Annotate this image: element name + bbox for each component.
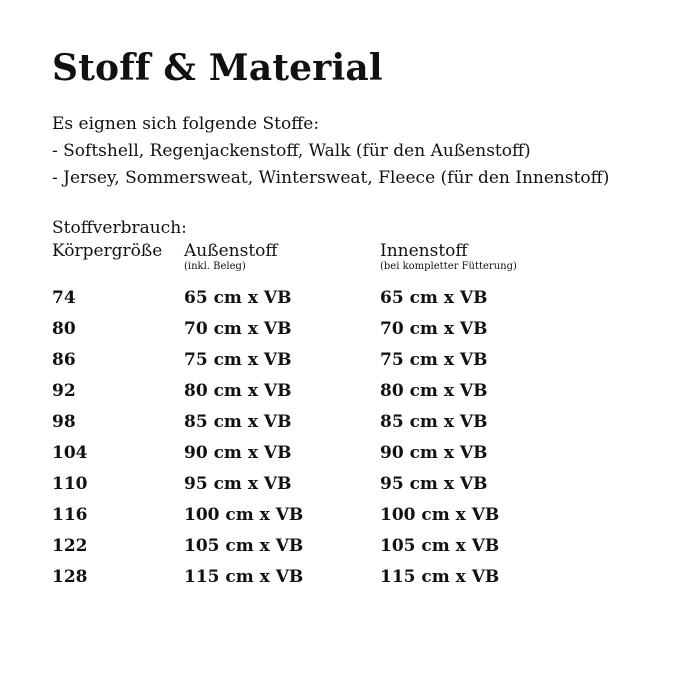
cell-size: 98 [52,411,76,432]
cell-outer: 115 cm x VB [184,566,304,587]
cell-outer: 90 cm x VB [184,442,292,463]
cell-size: 104 [52,442,88,463]
column-header-outer-note: (inkl. Beleg) [184,261,246,272]
column-header-outer [184,240,380,282]
fabric-usage-label: Stoffverbrauch: [52,218,187,238]
page-title: Stoff & Material [52,47,383,89]
cell-outer: 80 cm x VB [184,380,292,401]
cell-size: 86 [52,349,76,370]
document-page [52,44,662,592]
column-header-inner-note: (bei kompletter Fütterung) [380,261,517,272]
cell-outer: 65 cm x VB [184,287,292,308]
table-header-row [52,240,612,282]
table-row [52,282,612,313]
cell-outer: 105 cm x VB [184,535,304,556]
cell-size: 80 [52,318,76,339]
cell-size: 92 [52,380,76,401]
cell-outer: 100 cm x VB [184,504,304,525]
cell-inner: 70 cm x VB [380,318,488,339]
cell-inner: 95 cm x VB [380,473,488,494]
cell-size: 128 [52,566,88,587]
table-row [52,344,612,375]
cell-outer: 70 cm x VB [184,318,292,339]
cell-size: 110 [52,473,88,494]
table-row [52,468,612,499]
cell-size: 116 [52,504,88,525]
cell-outer: 85 cm x VB [184,411,292,432]
column-header-inner-label: Innenstoff [380,241,468,261]
cell-size: 74 [52,287,76,308]
table-row [52,499,612,530]
cell-outer: 75 cm x VB [184,349,292,370]
cell-inner: 100 cm x VB [380,504,500,525]
fabric-item: - Softshell, Regenjackenstoff, Walk (für den Außenstoff) [52,141,531,161]
cell-inner: 75 cm x VB [380,349,488,370]
cell-inner: 80 cm x VB [380,380,488,401]
fabric-intro-heading: Es eignen sich folgende Stoffe: [52,114,320,134]
cell-inner: 65 cm x VB [380,287,488,308]
cell-outer: 95 cm x VB [184,473,292,494]
fabric-usage-table [52,240,612,592]
cell-inner: 105 cm x VB [380,535,500,556]
cell-size: 122 [52,535,88,556]
cell-inner: 115 cm x VB [380,566,500,587]
cell-inner: 85 cm x VB [380,411,488,432]
table-row [52,561,612,592]
column-header-size [52,240,184,282]
cell-inner: 90 cm x VB [380,442,488,463]
table-row [52,437,612,468]
column-header-inner [380,240,612,282]
table-row [52,313,612,344]
table-row [52,406,612,437]
table-row [52,530,612,561]
fabric-item: - Jersey, Sommersweat, Wintersweat, Fleece (für den Innenstoff) [52,168,610,188]
column-header-outer-label: Außenstoff [184,241,278,261]
fabric-recommendations [52,111,662,192]
table-row [52,375,612,406]
column-header-size-label: Körpergröße [52,241,163,261]
